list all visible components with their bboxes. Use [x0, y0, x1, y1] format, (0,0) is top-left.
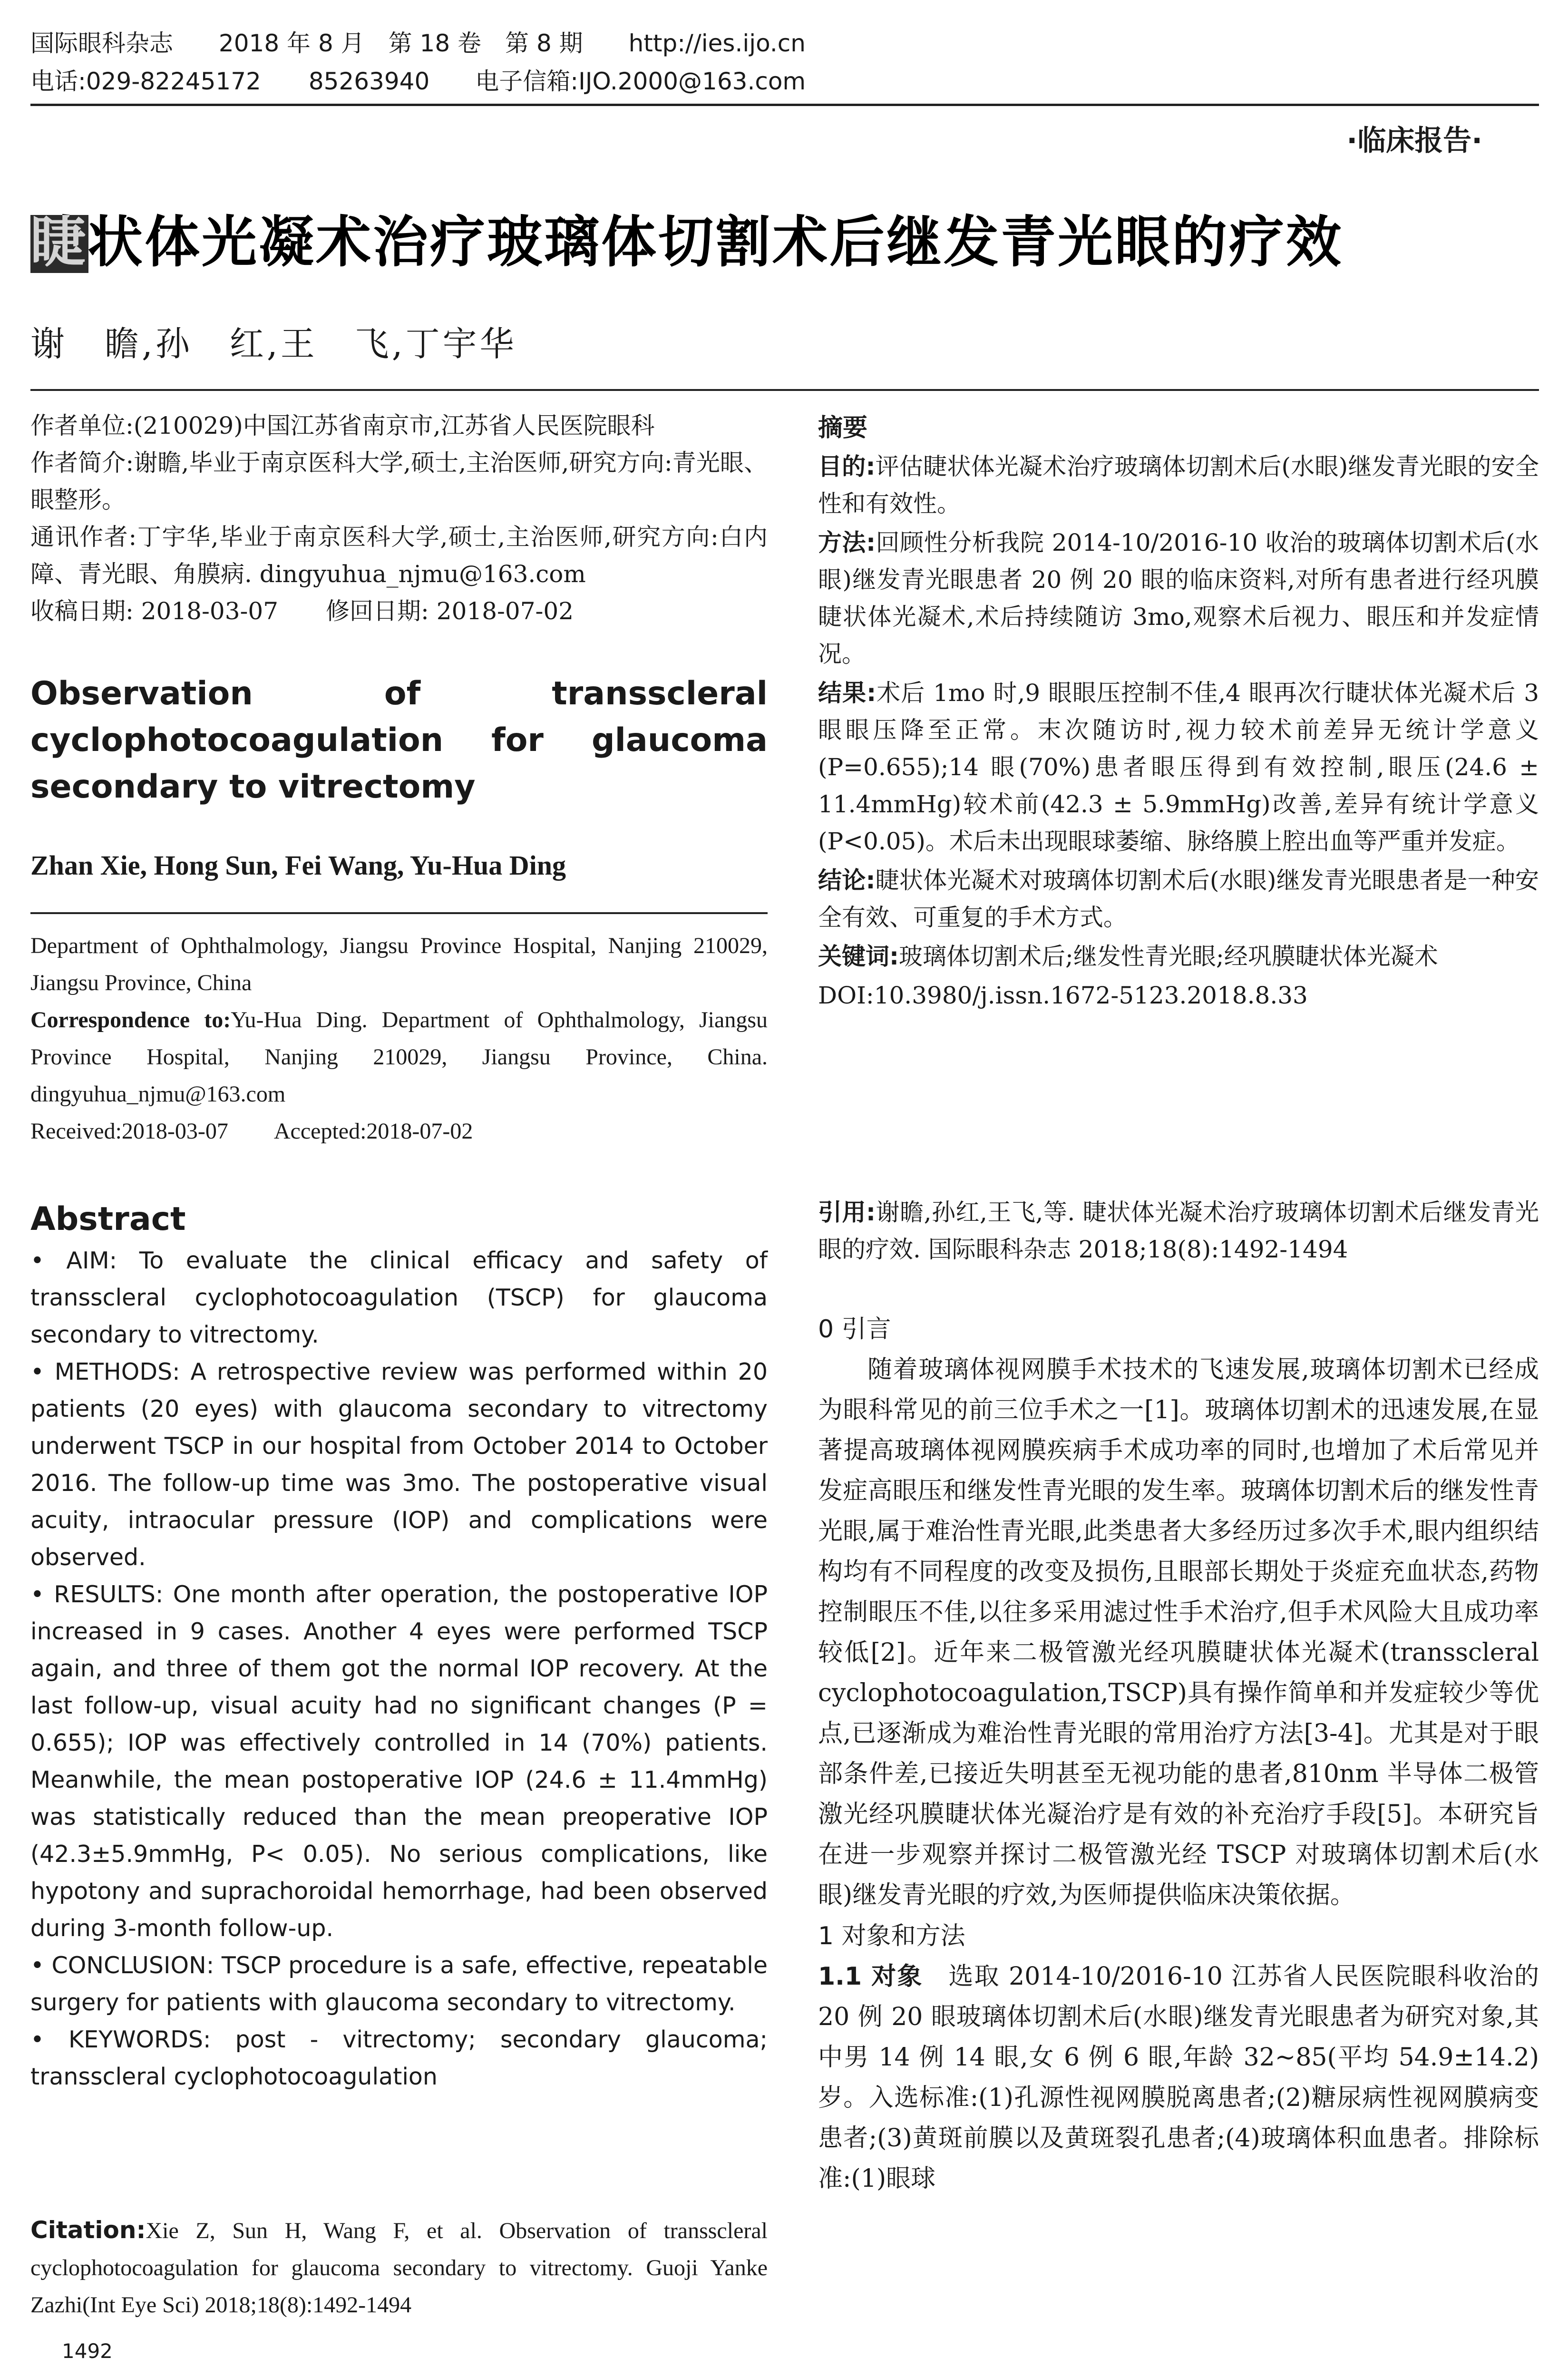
english-title: Observation of transscleral cyclophotocoagulation for glaucoma secondary to vitrectomy [30, 675, 768, 806]
abstract-conclusion: • CONCLUSION: TSCP procedure is a safe, effective, repeatable surgery for patients with glaucoma secondary to vitrectomy. [30, 1952, 768, 2016]
abstract-cn-results [818, 674, 1539, 860]
abstract-cn-heading: 摘要 [818, 414, 868, 442]
journal-name: 国际眼科杂志 [30, 29, 173, 57]
corresponding-author-cn: 通讯作者:丁宇华,毕业于南京医科大学,硕士,主治医师,研究方向:白内障、青光眼、角膜病. dingyuhua_njmu@163.com [30, 523, 768, 588]
affiliation-en [30, 927, 768, 1150]
methods-text: 回顾性分析我院 2014-10/2016-10 收治的玻璃体切割术后(水眼)继发青光眼患者 20 例 20 眼的临床资料,对所有患者进行经巩膜睫状体光凝术,术后持续随访 3mo,观察术后视力、眼压和并发症情况。 [818, 529, 1539, 668]
abstract-cn-aim [818, 448, 1539, 522]
results-text: 术后 1mo 时,9 眼眼压控制不佳,4 眼再次行睫状体光凝术后 3 眼眼压降至正常。末次随访时,视力较术前差异无统计学意义(P=0.655);14 眼(70%)患者眼压得到有效控制,眼压(24.6 ± 11.4mmHg)较术前(42.3 ± 5.9mmHg)改善,差异有统计学意义(P<0.05)。术后未出现眼球萎缩、脉络膜上腔出血等严重并发症。 [818, 679, 1539, 855]
affiliation-unit: 作者单位:(210029)中国江苏省南京市,江苏省人民医院眼科 [30, 412, 655, 439]
correspondence-en [30, 1002, 768, 1113]
english-authors: Zhan Xie, Hong Sun, Fei Wang, Yu-Hua Ding [30, 850, 566, 881]
keywords-label: 关键词: [818, 943, 899, 970]
department-en: Department of Ophthalmology, Jiangsu Province Hospital, Nanjing 210029, Jiangsu Province, China [30, 933, 768, 995]
conclusion-label: 结论: [818, 867, 876, 894]
citation-en [30, 2211, 768, 2324]
subjects-label: 1.1 对象 [818, 1962, 923, 1991]
title-rule [30, 389, 1539, 391]
affiliation-cn [30, 407, 768, 630]
contact-line [30, 63, 1538, 100]
methods-label: 方法: [818, 529, 876, 556]
abstract-cn-conclusion [818, 862, 1539, 936]
citation-cn-text: 谢瞻,孙红,王飞,等. 睫状体光凝术治疗玻璃体切割术后继发青光眼的疗效. 国际眼科杂志 2018;18(8):1492-1494 [818, 1198, 1539, 1263]
correspondence-label: Correspondence to: [30, 1007, 231, 1033]
abstract-cn-methods [818, 524, 1539, 672]
authors-cn: 谢 瞻,孙 红,王 飞,丁宇华 [30, 324, 517, 364]
abstract-heading: Abstract [30, 1200, 186, 1238]
abstract-methods: • METHODS: A retrospective review was performed within 20 patients (20 eyes) with glaucoma secondary to vitrectomy underwent TSCP in our hospital from October 2014 to October 2016. The follow-up time was 3mo. The postoperative visual acuity, intraocular pressure (IOP) and complications were observed. [30, 1358, 768, 1571]
journal-phone: 电话:029-82245172 85263940 [30, 68, 430, 95]
methods-heading: 1 对象和方法 [818, 1922, 965, 1950]
intro-heading: 0 引言 [818, 1315, 891, 1344]
dates-cn: 收稿日期: 2018-03-07 修回日期: 2018-07-02 [30, 597, 574, 625]
header-rule [30, 104, 1539, 106]
results-label: 结果: [818, 679, 877, 707]
doi: DOI:10.3980/j.issn.1672-5123.2018.8.33 [818, 982, 1308, 1009]
dates-en: Received:2018-03-07 Accepted:2018-07-02 [30, 1119, 473, 1144]
citation-cn [818, 1194, 1539, 1268]
abstract-aim: • AIM: To evaluate the clinical efficacy and safety of transscleral cyclophotocoagulation (TSCP) for glaucoma secondary to vitrectomy. [30, 1247, 768, 1348]
authors-en-rule [30, 912, 768, 914]
intro-paragraph: 随着玻璃体视网膜手术技术的飞速发展,玻璃体切割术已经成为眼科常见的前三位手术之一[1]。玻璃体切割术的迅速发展,在显著提高玻璃体视网膜疾病手术成功率的同时,也增加了术后常见并发症高眼压和继发性青光眼的发生率。玻璃体切割术后的继发性青光眼,属于难治性青光眼,此类患者大多经历过多次手术,眼内组织结构均有不同程度的改变及损伤,且眼部长期处于炎症充血状态,药物控制眼压不佳,以往多采用滤过性手术治疗,但手术风险大且成功率较低[2]。近年来二极管激光经巩膜睫状体光凝术(transscleral cyclophotocoagulation,TSCP)具有操作简单和并发症较少等优点,已逐渐成为难治性青光眼的常用治疗方法[3-4]。尤其是对于眼部条件差,已接近失明甚至无视功能的患者,810nm 半导体二极管激光经巩膜睫状体光凝治疗是有效的补充治疗手段[5]。本研究旨在进一步观察并探讨二极管激光经 TSCP 对玻璃体切割术后(水眼)继发青光眼的疗效,为医师提供临床决策依据。 [818, 1355, 1539, 1909]
introduction [818, 1309, 1539, 2199]
article-title: 睫状体光凝术治疗玻璃体切割术后继发青光眼的疗效 [30, 210, 1343, 274]
journal-url: http://ies.ijo.cn [628, 29, 806, 57]
journal-email: 电子信箱:IJO.2000@163.com [475, 68, 806, 95]
aim-text: 评估睫状体光凝术治疗玻璃体切割术后(水眼)继发青光眼的安全性和有效性。 [818, 453, 1539, 517]
abstract-cn [818, 408, 1539, 1014]
citation-en-text: Xie Z, Sun H, Wang F, et al. Observation of transscleral cyclophotocoagulation for glaucoma secondary to vitrectomy. Guoji Yanke Zazhi(Int Eye Sci) 2018;18(8):1492-1494 [30, 2218, 768, 2318]
abstract-cn-keywords [818, 938, 1539, 975]
running-header [30, 25, 1538, 62]
author-bio: 作者简介:谢瞻,毕业于南京医科大学,硕士,主治医师,研究方向:青光眼、眼整形。 [30, 449, 768, 514]
methods-subjects [818, 1957, 1539, 2199]
section-tag: ·临床报告· [1346, 124, 1482, 157]
journal-issue: 2018 年 8 月 第 18 卷 第 8 期 [218, 29, 583, 57]
subjects-text: 选取 2014-10/2016-10 江苏省人民医院眼科收治的 20 例 20 眼玻璃体切割术后(水眼)继发青光眼患者为研究对象,其中男 14 例 14 眼,女 6 例 6 眼,年龄 32~85(平均 54.9±14.2)岁。入选标准:(1)孔源性视网膜脱离患者;(2)糖尿病性视网膜病变患者;(3)黄斑前膜以及黄斑裂孔患者;(4)玻璃体积血患者。排除标准:(1)眼球 [818, 1962, 1539, 2193]
aim-label: 目的: [818, 453, 876, 480]
citation-en-label: Citation: [30, 2216, 146, 2244]
correspondence-text: Yu-Hua Ding. Department of Ophthalmology, Jiangsu Province Hospital, Nanjing 210029, Jiangsu Province, China. dingyuhua_njmu@163.com [30, 1007, 768, 1107]
page-number: 1492 [62, 2339, 113, 2363]
abstract-en [30, 1197, 768, 2095]
conclusion-text: 睫状体光凝术对玻璃体切割术后(水眼)继发青光眼患者是一种安全有效、可重复的手术方式。 [818, 867, 1539, 931]
keywords-text: 玻璃体切割术后;继发性青光眼;经巩膜睫状体光凝术 [899, 943, 1438, 970]
abstract-results: • RESULTS: One month after operation, the postoperative IOP increased in 9 cases. Another 4 eyes were performed TSCP again, and three of them got the normal IOP recovery. At the last follow-up, visual acuity had no significant changes (P = 0.655); IOP was effectively controlled in 14 (70%) patients. Meanwhile, the mean postoperative IOP (24.6 ± 11.4mmHg) was statistically reduced than the mean preoperative IOP (42.3±5.9mmHg, P< 0.05). No serious complications, like hypotony and suprachoroidal hemorrhage, had been observed during 3-month follow-up. [30, 1581, 768, 1942]
abstract-keywords: • KEYWORDS: post - vitrectomy; secondary glaucoma; transscleral cyclophotocoagulation [30, 2026, 768, 2090]
citation-cn-label: 引用: [818, 1198, 876, 1226]
